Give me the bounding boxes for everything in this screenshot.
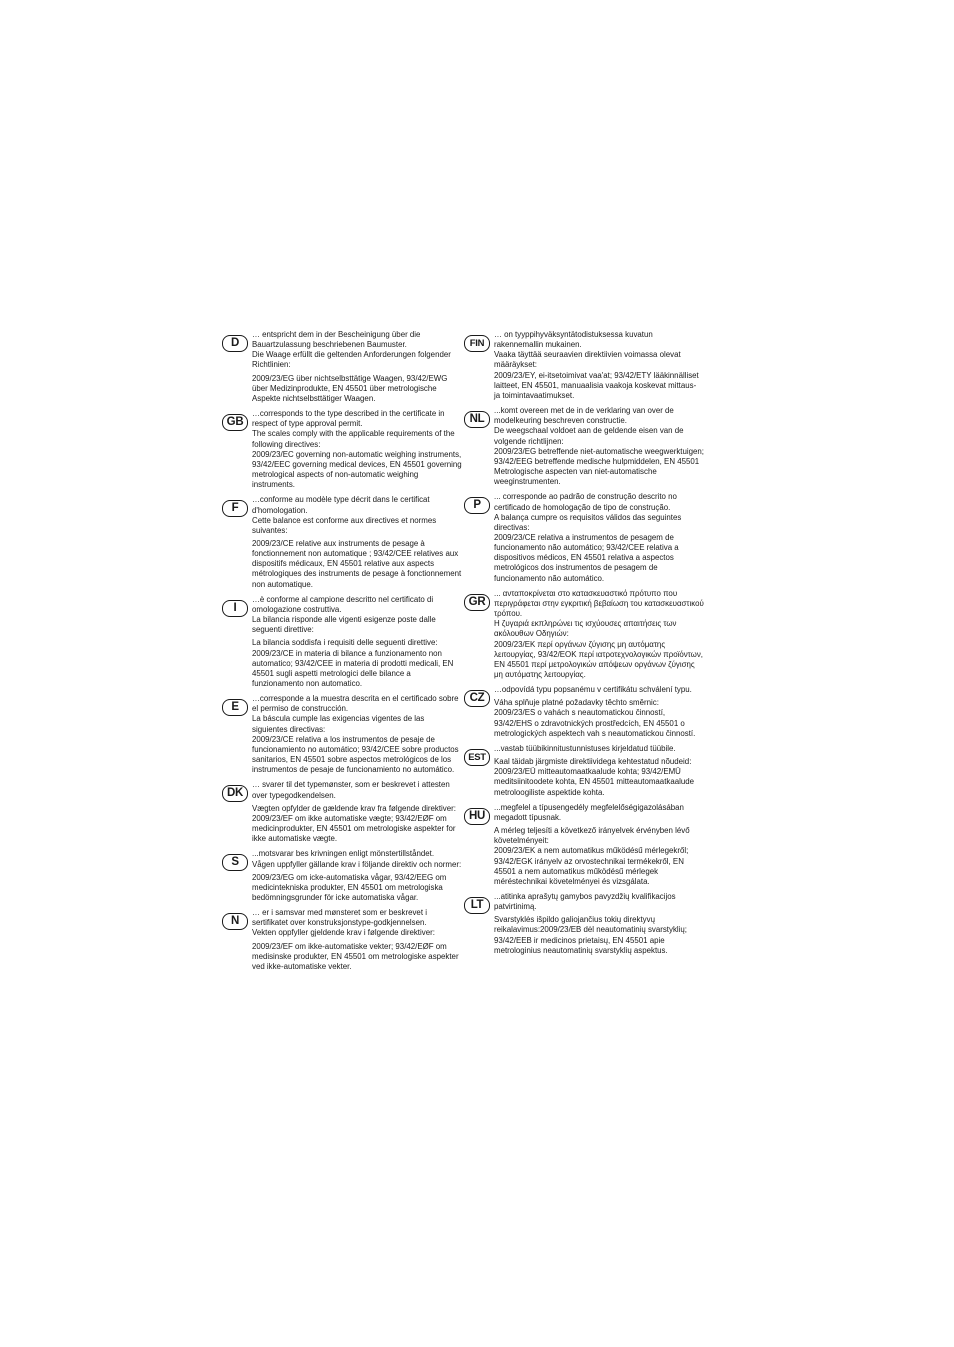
declaration-paragraph: …odpovídá typu popsanému v certifikátu schválení typu. xyxy=(494,685,692,695)
country-code-badge: GR xyxy=(464,594,490,611)
language-block-i xyxy=(222,595,462,689)
language-block-dk xyxy=(222,780,462,844)
right-column xyxy=(464,330,704,961)
country-code-badge: HU xyxy=(464,808,490,825)
declaration-text xyxy=(494,744,704,798)
declaration-text xyxy=(252,330,462,404)
language-block-fin xyxy=(464,330,704,401)
declaration-paragraph: Kaal täidab järgmiste direktiividega kehtestatud nõudeid: 2009/23/EÜ mitteautomaatkaalude kohta; 93/42/EMÜ meditsiinitoodete kohta, EN 45501 mitteautomaatkaalude metroloogiliste aspektide kohta. xyxy=(494,757,695,797)
declaration-text xyxy=(494,492,704,583)
declaration-text xyxy=(252,780,462,844)
declaration-text xyxy=(494,803,704,887)
language-block-d xyxy=(222,330,462,404)
language-block-est xyxy=(464,744,704,798)
declaration-paragraph: …conforme au modèle type décrit dans le certificat d'homologation. Cette balance est conforme aux directives et normes suivantes: xyxy=(252,495,437,535)
country-code-badge: P xyxy=(464,497,490,514)
declaration-paragraph: A mérleg teljesíti a következő irányelvek érvényben lévő követelményeit: 2009/23/EK a nem automatikus működésű mérlegekről; 93/42/EGK irányelv az orvostechnikai termékekről, EN 45501 a nem automatikus működésű mérlegek méréstechnikai követelményei és vizsgálata. xyxy=(494,826,690,886)
declaration-paragraph: … on tyyppihyväksyntätodistuksessa kuvatun rakennemallin mukainen. Vaaka täyttää seuraavien direktiivien voimassa olevat määräykset: 2009/23/EY, ei-itsetoimivat vaa'at; 93/42/ETY lääkinnälliset laitteet, EN 45501, manuaalisia vaakoja koskevat mittaus- ja toimintavaatimukset. xyxy=(494,330,699,400)
language-block-lt xyxy=(464,892,704,956)
declaration-text xyxy=(494,589,704,680)
declaration-text xyxy=(252,908,462,972)
declaration-paragraph: 2009/23/EG über nichtselbsttätige Waagen, 93/42/EWG über Medizinprodukte, EN 45501 über metrologische Aspekte nichtselbsttätiger Waagen. xyxy=(252,373,448,403)
declaration-paragraph: … er i samsvar med mønsteret som er beskrevet i sertifikatet over konstruksjonstype-godkjennelsen. Vekten oppfyller gjeldende krav i følgende direktiver: xyxy=(252,908,435,938)
country-code-badge: FIN xyxy=(464,335,490,352)
declaration-text xyxy=(252,595,462,689)
left-column xyxy=(222,330,462,977)
declaration-text xyxy=(252,495,462,589)
country-code-badge: GB xyxy=(222,414,248,431)
declaration-text xyxy=(252,849,462,903)
country-code-badge: EST xyxy=(464,749,490,766)
language-block-s xyxy=(222,849,462,903)
declaration-text xyxy=(494,330,704,401)
language-block-e xyxy=(222,694,462,775)
country-code-badge: D xyxy=(222,335,248,352)
language-block-cz xyxy=(464,685,704,739)
declaration-paragraph: ...komt overeen met de in de verklaring van over de modelkeuring beschreven constructie. De weegschaal voldoet aan de geldende eisen van de volgende richtlijnen: 2009/23/EG betreffende niet-automatische weegwerktuigen; 93/42/EEG betreffende medische hulpmiddelen, EN 45501 Metrologische aspecten van niet-automatische weeginstrumenten. xyxy=(494,406,704,487)
language-block-gr xyxy=(464,589,704,680)
declaration-paragraph: Vægten opfylder de gældende krav fra følgende direktiver: 2009/23/EF om ikke automatiske vægte; 93/42/EØF om medicinprodukter, EN 45501 om metrologiske aspekter for ikke automatiske vægte. xyxy=(252,803,456,844)
language-block-p xyxy=(464,492,704,583)
declaration-paragraph: … svarer til det typemønster, som er beskrevet i attesten over typegodkendelsen. xyxy=(252,780,450,800)
country-code-badge: LT xyxy=(464,897,490,914)
declaration-paragraph: Váha splňuje platné požadavky těchto směrnic: 2009/23/ES o vahách s neautomatickou činností, 93/42/EHS o zdravotnických prostředcích, EN 45501 o metrologických aspektech vah s neautomatickou činností. xyxy=(494,698,696,738)
language-block-f xyxy=(222,495,462,589)
declaration-paragraph: ...vastab tüübikinnitustunnistuses kirjeldatud tüübile. xyxy=(494,743,676,753)
language-block-nl xyxy=(464,406,704,487)
country-code-badge: NL xyxy=(464,411,490,428)
country-code-badge: CZ xyxy=(464,690,490,707)
declaration-text xyxy=(494,892,704,956)
declaration-text xyxy=(494,406,704,487)
declaration-paragraph: …è conforme al campione descritto nel certificato di omologazione costruttiva. La bilancia risponde alle vigenti esigenze poste dalle seguenti direttive: xyxy=(252,594,436,635)
language-block-gb xyxy=(222,409,462,490)
country-code-badge: E xyxy=(222,699,248,716)
country-code-badge: DK xyxy=(222,785,248,802)
declaration-paragraph: 2009/23/EF om ikke-automatiske vekter; 93/42/EØF om medisinske produkter, EN 45501 om metrologiske aspekter ved ikke-automatiske vekter. xyxy=(252,941,459,971)
country-code-badge: N xyxy=(222,913,248,930)
declaration-paragraph: La bilancia soddisfa i requisiti delle seguenti direttive: 2009/23/CE in materia di bilance a funzionamento non automatico; 93/42/CEE in materia di prodotti medicali, EN 45501 sugli aspetti metrologici delle bilance a funzionamento non automatico. xyxy=(252,638,454,688)
language-block-hu xyxy=(464,803,704,887)
declaration-paragraph: 2009/23/CE relative aux instruments de pesage à fonctionnement non automatique ; 93/42/CEE relatives aux dispositifs médicaux, EN 45501 relative aux aspects métrologiques des instruments de pesage à fonctionnement non automatique. xyxy=(252,538,462,589)
declaration-paragraph: …corresponds to the type described in the certificate in respect of type approval permit. The scales comply with the applicable requirements of the following directives: 2009/23/EC governing non-automatic weighing instruments, 93/42/EEC governing medical devices, EN 45501 governing metrological aspects of non-automatic weighing instruments. xyxy=(252,409,462,490)
declaration-text xyxy=(494,685,704,739)
declaration-text xyxy=(252,409,462,490)
declaration-paragraph: ...megfelel a típusengedély megfelelőségigazolásában megadott típusnak. xyxy=(494,802,684,822)
country-code-badge: I xyxy=(222,600,248,617)
declaration-paragraph: 2009/23/EG om icke-automatiska vågar, 93/42/EEG om medicintekniska produkter, EN 45501 om metrologiska bedömningsgrunder för icke automatiska vågar. xyxy=(252,872,447,902)
declaration-paragraph: …corresponde a la muestra descrita en el certificado sobre el permiso de construcción. La báscula cumple las exigencias vigentes de las siguientes directivas: 2009/23/CE relativa a los instrumentos de pesaje de funcionamiento no automático; 93/42/CEE sobre productos sanitarios, EN 45501 sobre aspectos metrológicos de los instrumentos de pesaje de funcionamiento no automático. xyxy=(252,694,459,775)
country-code-badge: F xyxy=(222,500,248,517)
declaration-paragraph: ...atitinka aprašytų gamybos pavyzdžių kvalifikacijos patvirtinimą. xyxy=(494,891,676,912)
declaration-paragraph: ... corresponde ao padrão de construção descrito no certificado de homologação de tipo de construção. A balança cumpre os requisitos válidos das seguintes directivas: 2009/23/CE relativa a instrumentos de pesagem de funcionamento não automático; 93/42/CEE relativa a dispositivos médicos, EN 45501 relativa a aspectos metrológicos dos instrumentos de pesagem de funcionamento não automático. xyxy=(494,492,682,583)
declaration-paragraph: ... ανταποκρίνεται στο κατασκευαστικό πρότυπο που περιγράφεται στην εγκριτική βεβαίωση του κατασκευαστικού τρόπου. Η ζυγαριά εκπληρώνει τις ισχύουσες απαιτήσεις των ακόλουθων Οδηγιών: 2009/23/ΕΚ περί οργάνων ζύγισης μη αυτόματης λειτουργίας, 93/42/ΕΟΚ περί ιατροτεχνολογικών προϊόντων, EN 45501 περί μετρολογικών απόψεων οργάνων ζύγισης μη αυτόματης λειτουργίας. xyxy=(494,588,704,679)
declaration-paragraph: Svarstyklės išpildo galiojančius tokių direktyvų reikalavimus:2009/23/EB dėl neautomatinių svarstyklių; 93/42/EEB ir medicinos prietaisų, EN 45501 apie metrologinius neautomatinių svarstyklių aspektus. xyxy=(494,915,687,955)
language-block-n xyxy=(222,908,462,972)
declaration-text xyxy=(252,694,462,775)
declaration-paragraph: … entspricht dem in der Bescheinigung über die Bauartzulassung beschriebenen Baumuster. Die Waage erfüllt die geltenden Anforderungen folgender Richtlinien: xyxy=(252,330,451,370)
declaration-paragraph: ...motsvarar bes krivningen enligt mönstertillståndet. Vågen uppfyller gällande krav i följande direktiv och normer: xyxy=(252,849,462,869)
country-code-badge: S xyxy=(222,854,248,871)
